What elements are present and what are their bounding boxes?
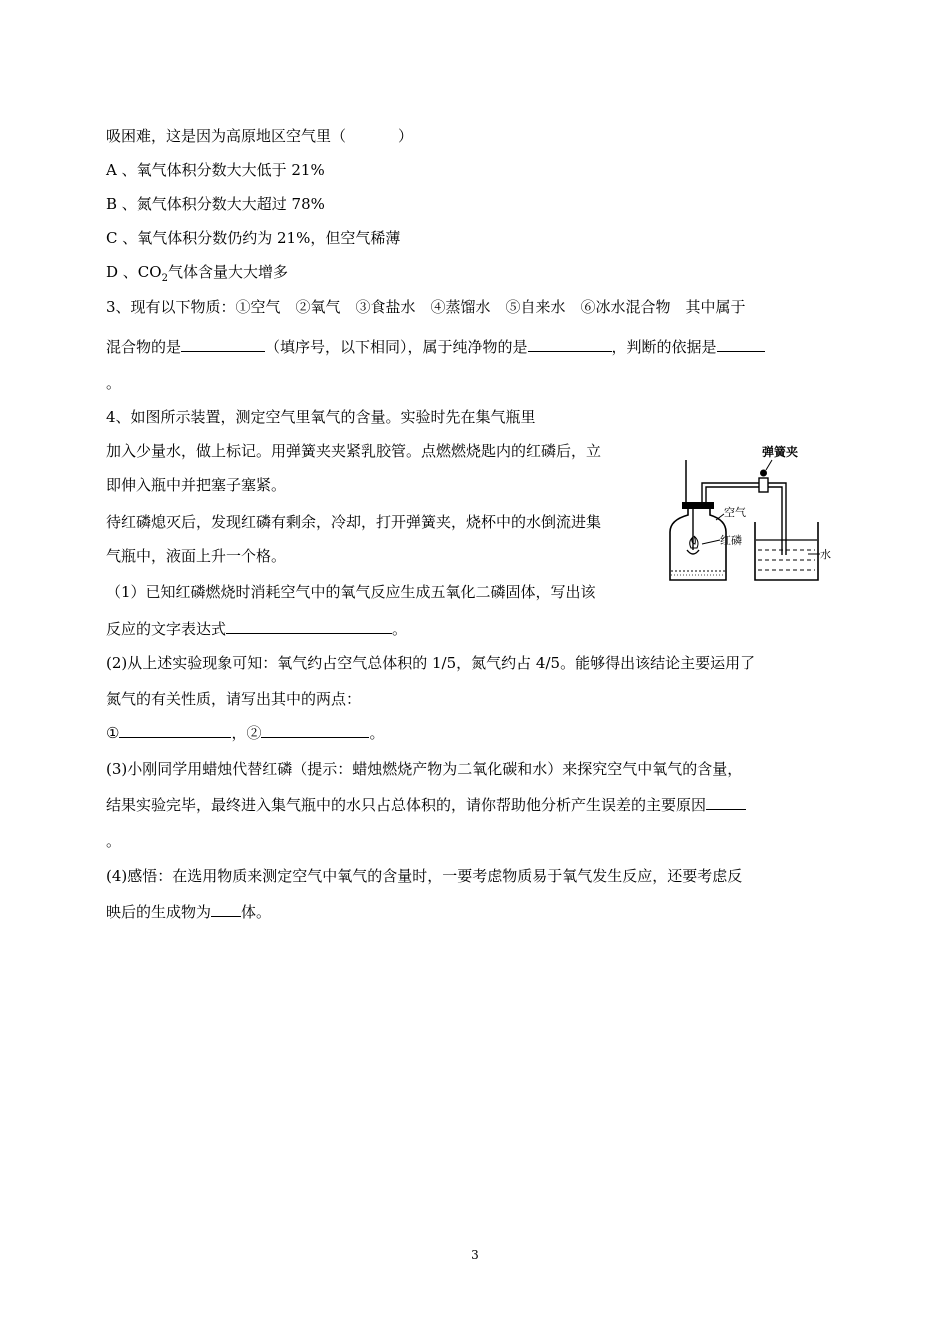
q3-end: 。 <box>106 374 122 392</box>
q4-sub2-line3: ① ，② 。 <box>106 724 385 742</box>
q4-line5: 气瓶中，液面上升一个格。 <box>106 547 287 565</box>
q4-sub2-line2: 氮气的有关性质，请写出其中的两点： <box>106 690 362 708</box>
q4-sub2-line1: (2)从上述实验现象可知：氧气约占空气总体积的 1/5，氮气约占 4/5。能够得出该结论主要运用了 <box>106 654 756 672</box>
q3-blank-mixtures[interactable] <box>181 337 265 352</box>
stopper <box>682 502 714 509</box>
q4-blank-property-2[interactable] <box>261 723 369 738</box>
q2-option-b: B 、氮气体积分数大大超过 78% <box>106 195 325 213</box>
q4-line1: 4、如图所示装置，测定空气里氧气的含量。实验时先在集气瓶里 <box>106 408 536 426</box>
label-spring-clamp: 弹簧夹 <box>762 445 799 459</box>
q4-blank-product-state[interactable] <box>211 902 241 917</box>
clamp-pointer <box>766 460 772 470</box>
q4-blank-error-reason[interactable] <box>706 795 746 810</box>
q3-blank-basis[interactable] <box>717 337 765 352</box>
q3-line2: 混合物的是 （填序号，以下相同），属于纯净物的是 ，判断的依据是 <box>106 337 765 357</box>
q4-sub3-end: 。 <box>106 832 122 850</box>
label-air: 空气 <box>724 506 746 519</box>
q4-sub3-line1: (3)小刚同学用蜡烛代替红磷（提示：蜡烛燃烧产物为二氧化碳和水）来探究空气中氧气的含量， <box>106 760 743 778</box>
q4-sub4-line1: (4)感悟：在选用物质来测定空气中氧气的含量时，一要考虑物质易于氧气发生反应，还要考虑反 <box>106 867 743 885</box>
flame-icon <box>690 536 698 548</box>
label-water: 水 <box>820 548 831 561</box>
combustion-spoon-bowl <box>687 550 699 554</box>
q4-sub4-line2: 映后的生成物为 体。 <box>106 903 272 921</box>
q4-blank-word-equation[interactable] <box>226 619 392 634</box>
q2-option-d: D 、$CO_2$气体含量大大增多 <box>106 263 288 284</box>
q4-sub3-line2: 结果实验完毕，最终进入集气瓶中的水只占总体积的，请你帮助他分析产生误差的主要原因 <box>106 795 746 815</box>
q4-sub1-line1: （1）已知红磷燃烧时消耗空气中的氧气反应生成五氧化二磷固体，写出该 <box>106 583 596 601</box>
apparatus-figure <box>658 440 833 585</box>
q4-sub1-line2: 反应的文字表达式 。 <box>106 620 408 638</box>
q2-option-c: C 、氧气体积分数仍约为 21%，但空气稀薄 <box>106 229 401 247</box>
spring-clamp <box>759 478 768 492</box>
q4-line4: 待红磷熄灭后，发现红磷有剩余，冷却，打开弹簧夹，烧杯中的水倒流进集 <box>106 513 602 531</box>
q4-blank-property-1[interactable] <box>119 723 231 738</box>
page-number: 3 <box>471 1248 479 1262</box>
q3-blank-pure[interactable] <box>528 337 612 352</box>
q2-stem: 吸困难，这是因为高原地区空气里（ ） <box>106 127 414 145</box>
delivery-tube-outer <box>702 483 786 555</box>
q3-line1: 3、现有以下物质：①空气 ②氧气 ③食盐水 ④蒸馏水 ⑤自来水 ⑥冰水混合物 其中属于 <box>106 298 746 316</box>
q4-line2: 加入少量水，做上标记。用弹簧夹夹紧乳胶管。点燃燃烧匙内的红磷后，立 <box>106 442 602 460</box>
label-red-phosphorus: 红磷 <box>720 534 742 547</box>
clamp-knob <box>760 470 767 477</box>
q2-option-a: A 、氧气体积分数大大低于 21% <box>106 161 325 179</box>
q4-line3: 即伸入瓶中并把塞子塞紧。 <box>106 476 287 494</box>
delivery-tube-inner <box>706 487 782 555</box>
